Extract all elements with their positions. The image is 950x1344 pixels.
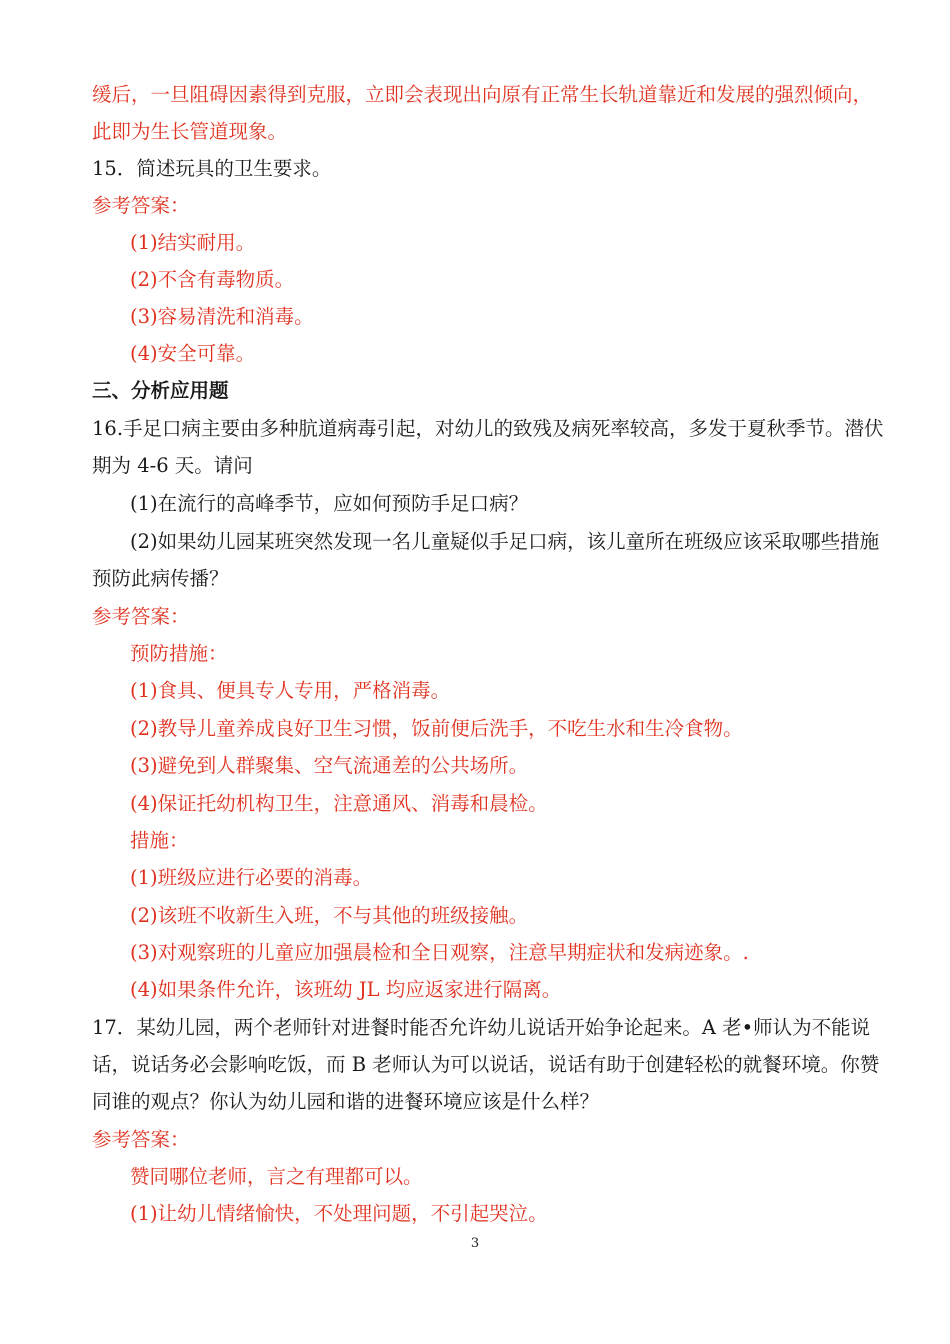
section-heading: 三、分析应用题 (92, 379, 229, 402)
sub-question: (2)如果幼儿园某班突然发现一名儿童疑似手足口病，该儿童所在班级应该采取哪些措施 (130, 530, 880, 553)
answer-item: (3)容易清洗和消毒。 (130, 305, 314, 328)
answer-item: (2)不含有毒物质。 (130, 268, 295, 291)
page-number: 3 (470, 1236, 480, 1251)
sub-question: (1)在流行的高峰季节，应如何预防手足口病？ (130, 492, 529, 515)
answer-item: (2)教导儿童养成良好卫生习惯，饭前便后洗手，不吃生水和生冷食物。 (130, 717, 743, 740)
answer-item: (2)该班不收新生入班，不与其他的班级接触。 (130, 904, 529, 927)
answer-subheading: 预防措施： (130, 642, 228, 665)
answer-label: 参考答案： (92, 1128, 190, 1151)
question-17: 17．某幼儿园，两个老师针对进餐时能否允许幼儿说话开始争论起来。A 老•师认为不能说 (92, 1016, 871, 1039)
answer-label: 参考答案： (92, 194, 190, 217)
answer-item: (4)如果条件允许，该班幼 JL 均应返家进行隔离。 (130, 978, 562, 1001)
answer-item: (4)保证托幼机构卫生，注意通风、消毒和晨检。 (130, 792, 548, 815)
answer-subheading: 措施： (130, 829, 189, 852)
answer-item: 赞同哪位老师，言之有理都可以。 (130, 1165, 423, 1188)
answer-item: (4)安全可靠。 (130, 342, 256, 365)
question-15: 15．简述玩具的卫生要求。 (92, 157, 332, 180)
answer-item: (1)班级应进行必要的消毒。 (130, 866, 373, 889)
answer-item: (3)对观察班的儿童应加强晨检和全日观察，注意早期症状和发病迹象。. (130, 941, 749, 964)
question-17-cont: 同谁的观点？你认为幼儿园和谐的进餐环境应该是什么样？ (92, 1090, 600, 1113)
question-16: 16.手足口病主要由多种肮道病毒引起，对幼儿的致残及病死率较高，多发于夏秋季节。潜伏 (92, 417, 884, 440)
question-16-cont: 期为 4-6 天。请问 (92, 454, 253, 477)
answer-item: (1)食具、便具专人专用，严格消毒。 (130, 679, 451, 702)
answer-item: (3)避免到人群聚集、空气流通差的公共场所。 (130, 754, 529, 777)
sub-question-cont: 预防此病传播？ (92, 567, 229, 590)
answer-item: (1)让幼儿情绪愉快，不处理问题，不引起哭泣。 (130, 1202, 548, 1225)
answer-label: 参考答案： (92, 605, 190, 628)
question-17-cont: 话，说话务必会影响吃饭，而 B 老师认为可以说话，说话有助于创建轻松的就餐环境。你赞 (92, 1053, 880, 1076)
answer-item: (1)结实耐用。 (130, 231, 256, 254)
text-line: 缓后，一旦阻碍因素得到克服，立即会表现出向原有正常生长轨道靠近和发展的强烈倾向， (92, 83, 873, 106)
text-line: 此即为生长管道现象。 (92, 120, 288, 143)
